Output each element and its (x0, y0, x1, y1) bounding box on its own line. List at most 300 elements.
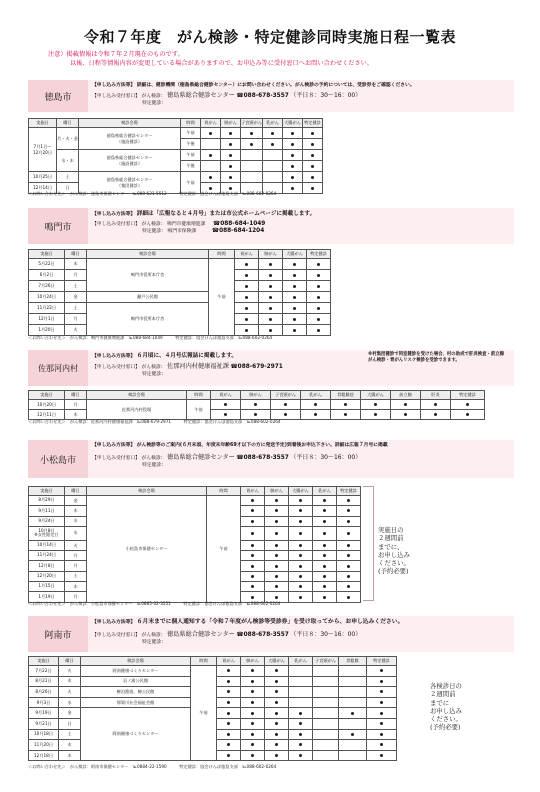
mark-cell (421, 410, 451, 420)
mark-cell (289, 666, 313, 677)
mark-dot (380, 690, 383, 693)
mark-dot (299, 499, 302, 502)
column-header: 実施日 (29, 657, 59, 666)
mark-cell (201, 172, 221, 183)
day-cell: 土 (65, 303, 87, 314)
mark-cell (289, 506, 313, 516)
mark-dot (245, 263, 248, 266)
mark-dot (317, 285, 320, 288)
mark-cell (331, 400, 361, 410)
side-note-line: 実施日の (378, 526, 404, 534)
date-cell: 7月22日 (29, 666, 59, 677)
mark-dot (227, 712, 230, 715)
venue-cell: 鳴門市役所本庁舎 (87, 303, 209, 336)
mark-cell (313, 506, 337, 516)
column-header: 実施日 (29, 487, 65, 496)
mark-dot (347, 585, 350, 588)
mark-cell (313, 496, 337, 506)
recv-hours: （平日８：30～16：00） (290, 454, 362, 461)
date-cell: 12月8日 (29, 561, 65, 571)
day-cell: 月 (65, 561, 87, 571)
mark-dot (251, 499, 254, 502)
column-header: 時間 (191, 657, 217, 666)
time-cell: 午前 (207, 496, 241, 603)
mark-dot (229, 143, 232, 146)
mark-cell (289, 496, 313, 506)
mark-cell (241, 697, 265, 708)
section-naruto (28, 208, 514, 342)
mark-dot (291, 176, 294, 179)
mark-cell (221, 172, 241, 183)
mark-dot (269, 296, 272, 299)
column-header: 大腸がん (283, 119, 303, 128)
method-label: 【申し込み方法等】 (92, 443, 136, 448)
mark-dot (269, 274, 272, 277)
mark-dot (245, 274, 248, 277)
venue-cell: 椿泊漁協、椿公民館 (81, 687, 191, 698)
column-header: 骨粗鬆 (339, 657, 367, 666)
mark-dot (299, 733, 302, 736)
mark-cell (289, 718, 313, 729)
mark-cell (289, 676, 313, 687)
mark-dot (380, 722, 383, 725)
column-header: 胃がん (241, 487, 265, 496)
side-note-line: ください。 (430, 715, 462, 724)
mark-dot (245, 296, 248, 299)
mark-cell (235, 325, 259, 336)
day-cell: 月・火・金 (57, 128, 79, 150)
mark-dot (275, 585, 278, 588)
mark-dot (380, 733, 383, 736)
mark-dot (314, 413, 317, 416)
day-cell: 日 (57, 183, 79, 194)
mark-cell (241, 740, 265, 751)
mark-dot (317, 274, 320, 277)
mark-dot (323, 499, 326, 502)
day-cell: 金 (59, 708, 81, 719)
column-header: 特定健診 (337, 487, 361, 496)
side-note-line: までに (430, 698, 450, 707)
table-row (29, 400, 485, 410)
mark-cell (339, 718, 367, 729)
mark-dot (299, 565, 302, 568)
table-row (29, 128, 323, 139)
day-cell: 水・木 (57, 150, 79, 172)
method-text: がん検診等のご案内(６月末頃、年度末年齢69才以下の方に発送予定)到着後お申込下さい。詳細は広報７月号に掲載 (136, 443, 388, 448)
mark-cell (339, 687, 367, 698)
date-cell: 9月19日 (29, 708, 59, 719)
mark-dot (323, 585, 326, 588)
mark-cell (201, 161, 221, 172)
mark-dot (229, 165, 232, 168)
mark-dot (299, 509, 302, 512)
mark-cell (367, 666, 397, 677)
mark-dot (299, 596, 302, 599)
mark-cell (265, 561, 289, 571)
mark-dot (251, 701, 254, 704)
date-cell: 9月24日 (29, 516, 65, 526)
venue-cell: 鳴門市役所本庁舎 (87, 259, 209, 292)
mark-cell (241, 561, 265, 571)
time-cell: 午後 (181, 161, 201, 172)
city-name: 鳴門市 (44, 222, 72, 233)
mark-dot (251, 585, 254, 588)
date-cell: 9月11日 (29, 506, 65, 516)
mark-cell (265, 666, 289, 677)
mark-dot (251, 509, 254, 512)
mark-dot (374, 413, 377, 416)
mark-cell (339, 708, 367, 719)
mark-cell (283, 183, 303, 194)
column-header: 時間 (209, 250, 235, 259)
mark-cell (337, 582, 361, 592)
venue-cell: 阿南健康づくりセンター (81, 708, 191, 761)
mark-dot (227, 743, 230, 746)
mark-dot (251, 596, 254, 599)
mark-cell (265, 697, 289, 708)
mark-dot (275, 499, 278, 502)
recv-tokutei: 特定健診： (142, 640, 166, 645)
time-cell: 午前 (187, 400, 211, 420)
method-line (92, 353, 237, 360)
mark-cell (241, 400, 271, 410)
recv-gan-org: 鳴門市健康増進課 (167, 222, 206, 227)
mark-dot (251, 722, 254, 725)
day-cell: 土 (59, 729, 81, 740)
mark-dot (374, 403, 377, 406)
mark-cell (241, 540, 265, 550)
column-header: 子宮頸がん (241, 119, 263, 128)
mark-dot (293, 329, 296, 332)
mark-dot (380, 754, 383, 757)
mark-cell (265, 582, 289, 592)
day-cell: 水 (65, 526, 87, 540)
day-cell: 水 (59, 697, 81, 708)
mark-dot (224, 413, 227, 416)
column-header: 肺がん (265, 487, 289, 496)
column-header: 胃がん (235, 250, 259, 259)
date-cell: 12月20日 (29, 571, 65, 581)
mark-cell (289, 592, 313, 602)
column-header: 検診会場 (79, 119, 181, 128)
mark-cell (313, 551, 337, 561)
mark-cell (289, 729, 313, 740)
mark-dot (271, 143, 274, 146)
recv-gan: がん検診： (141, 365, 166, 370)
day-cell: 土 (65, 281, 87, 292)
column-header: 特定健診 (303, 119, 323, 128)
mark-cell (241, 666, 265, 677)
day-cell: 火 (59, 687, 81, 698)
header-row (29, 487, 361, 496)
day-cell: 木 (59, 750, 81, 761)
contact-footer: ＜お問い合わせ先＞ がん検診：佐那河内村健康福祉課 ℡088-679-2971 特定健診：協会けんぽ徳島支部 ℡088-602-0264 (28, 419, 281, 424)
mark-dot (347, 509, 350, 512)
column-header: 骨粗鬆症 (331, 391, 361, 400)
mark-cell (303, 139, 323, 150)
mark-cell (271, 410, 301, 420)
mark-cell (367, 718, 397, 729)
mark-dot (291, 132, 294, 135)
date-cell: 10月25日 (29, 172, 57, 183)
mark-dot (251, 712, 254, 715)
mark-cell (289, 561, 313, 571)
mark-cell (313, 718, 339, 729)
mark-cell (339, 697, 367, 708)
time-cell: 午前 (181, 150, 201, 161)
mark-cell (221, 128, 241, 139)
mark-dot (404, 413, 407, 416)
mark-dot (251, 754, 254, 757)
mark-cell (289, 571, 313, 581)
recv-label: 【申し込み受付窓口】 (92, 222, 140, 227)
mark-dot (293, 318, 296, 321)
mark-dot (271, 132, 274, 135)
mark-cell (337, 592, 361, 602)
mark-dot (323, 520, 326, 523)
mark-cell (241, 496, 265, 506)
mark-cell (307, 281, 331, 292)
date-cell: 12月11日 (29, 410, 65, 420)
mark-cell (313, 708, 339, 719)
venue-cell: 徳島県総合健診センター （施設健診） (79, 150, 181, 172)
column-header: 曜日 (65, 250, 87, 259)
mark-cell (265, 571, 289, 581)
mark-cell (367, 676, 397, 687)
method-text: ６月末までに個人通知する「令和７年度がん検診等受診券」を受け取ってから、お申し込みください。 (136, 619, 404, 625)
city-name: 阿南市 (44, 630, 72, 641)
column-header: 実施日 (29, 391, 65, 400)
mark-cell (221, 161, 241, 172)
mark-cell (307, 259, 331, 270)
date-cell: 9月21日 (29, 718, 59, 729)
mark-dot (251, 669, 254, 672)
schedule-table (28, 656, 397, 761)
mark-dot (347, 544, 350, 547)
mark-dot (227, 669, 230, 672)
recv-label: 【申し込み受付窓口】 (92, 456, 140, 461)
column-header: 特定健診 (367, 657, 397, 666)
mark-cell (301, 410, 331, 420)
mark-cell (241, 128, 263, 139)
mark-cell (265, 687, 289, 698)
mark-dot (291, 143, 294, 146)
date-cell: 10月8日 ※女性限定日 (29, 526, 65, 540)
notice-line1: 注意）掲載情報は令和７年２月現在のものです。 (48, 51, 184, 58)
mark-dot (347, 532, 350, 535)
mark-dot (251, 520, 254, 523)
mark-cell (313, 526, 337, 540)
city-name: 徳島市 (44, 92, 72, 103)
column-header: 曜日 (59, 657, 81, 666)
method-label: 【申し込み方法等】 (92, 620, 136, 625)
mark-dot (311, 187, 314, 190)
mark-cell (339, 666, 367, 677)
mark-cell (263, 139, 283, 150)
mark-dot (317, 263, 320, 266)
mark-cell (391, 410, 421, 420)
mark-dot (251, 544, 254, 547)
mark-dot (311, 176, 314, 179)
date-cell: 12月14日 (29, 183, 57, 194)
column-header: 曜日 (65, 391, 87, 400)
recv-label: 【申し込み受付窓口】 (92, 365, 140, 370)
mark-dot (317, 318, 320, 321)
mark-cell (241, 582, 265, 592)
mark-cell (289, 516, 313, 526)
date-cell: 7月26日 (29, 281, 65, 292)
column-header: 子宮頸がん (271, 391, 301, 400)
mark-cell (301, 400, 331, 410)
recv-tokutei: 特定健診： (142, 463, 166, 468)
column-header: 乳がん (263, 119, 283, 128)
recv-org: 徳島県総合健診センター (167, 631, 235, 638)
mark-cell (303, 128, 323, 139)
mark-dot (245, 329, 248, 332)
mark-cell (241, 172, 263, 183)
side-note (430, 682, 462, 732)
mark-cell (289, 540, 313, 550)
mark-dot (323, 532, 326, 535)
mark-dot (347, 596, 350, 599)
mark-cell (303, 161, 323, 172)
recv-tokutei: 特定健診： (142, 372, 166, 377)
mark-dot (254, 413, 257, 416)
mark-dot (229, 187, 232, 190)
side-note-line: ２週間前 (378, 534, 404, 543)
mark-cell (265, 729, 289, 740)
column-header: 大腸がん (283, 250, 307, 259)
mark-cell (263, 150, 283, 161)
mark-cell (313, 676, 339, 687)
mark-cell (313, 666, 339, 677)
day-cell: 月 (65, 314, 87, 325)
mark-cell (217, 718, 241, 729)
column-header: 特定健診 (451, 391, 485, 400)
schedule-table (28, 390, 485, 420)
contact-footer: ＜お問い合わせ先＞ がん検診：鳴門市健康増進課 ℡088-684-1049 特定健診：協会けんぽ徳島支部 ℡088-602-0264 (28, 335, 273, 340)
column-header: 大腸がん (265, 657, 289, 666)
mark-cell (289, 740, 313, 751)
mark-cell (313, 561, 337, 571)
mark-dot (404, 403, 407, 406)
mark-cell (283, 161, 303, 172)
mark-dot (299, 544, 302, 547)
column-header: 肺がん (259, 250, 283, 259)
mark-dot (299, 712, 302, 715)
mark-cell (235, 303, 259, 314)
mark-cell (451, 410, 485, 420)
day-cell: 金 (65, 496, 87, 506)
side-note-line: (予約必要) (430, 723, 461, 732)
date-cell: 12月1日 (29, 314, 65, 325)
mark-dot (466, 413, 469, 416)
recv-hours: （平日８：30～16：00） (290, 631, 362, 638)
mark-cell (241, 139, 263, 150)
method-line (92, 443, 388, 449)
mark-cell (265, 676, 289, 687)
mark-dot (347, 565, 350, 568)
mark-dot (380, 701, 383, 704)
header-row (29, 657, 397, 666)
date-cell: 8月29日 (29, 496, 65, 506)
mark-cell (313, 750, 339, 761)
date-cell: 11月20日 (29, 740, 59, 751)
mark-dot (275, 544, 278, 547)
recv-org: 徳島県総合健診センター (167, 92, 235, 99)
mark-cell (331, 410, 361, 420)
date-cell: 10月20日 (29, 400, 65, 410)
day-cell: 火 (65, 325, 87, 336)
schedule-table (28, 118, 323, 194)
mark-dot (323, 544, 326, 547)
recv-org: 佐那河内村健康福祉課 (167, 363, 229, 370)
venue-cell: 那賀川社会福祉会館 (81, 697, 191, 708)
mark-dot (254, 403, 257, 406)
mark-dot (245, 307, 248, 310)
mark-dot (299, 532, 302, 535)
mark-dot (293, 285, 296, 288)
mark-cell (283, 314, 307, 325)
mark-cell (307, 292, 331, 303)
mark-dot (317, 329, 320, 332)
mark-cell (235, 314, 259, 325)
day-cell: 月 (65, 551, 87, 561)
mark-cell (367, 729, 397, 740)
mark-cell (263, 172, 283, 183)
mark-cell (211, 400, 241, 410)
mark-cell (265, 740, 289, 751)
section-sanagochi (28, 350, 514, 434)
mark-cell (289, 551, 313, 561)
mark-dot (299, 575, 302, 578)
side-note-line: 各検診日の (430, 682, 462, 690)
mark-dot (299, 722, 302, 725)
mark-cell (241, 571, 265, 581)
column-header: 曜日 (65, 487, 87, 496)
mark-dot (291, 165, 294, 168)
mark-cell (313, 697, 339, 708)
mark-dot (209, 187, 212, 190)
mark-cell (259, 292, 283, 303)
column-header: 検診会場 (87, 250, 209, 259)
recv-gan: がん検診： (141, 222, 166, 227)
mark-cell (313, 687, 339, 698)
time-cell: 午前 (191, 666, 217, 761)
method-label: 【申し込み方法等】 (92, 354, 136, 359)
mark-dot (227, 701, 230, 704)
right-note: ※村集団健診で同室健診を受けた場合、村の助成で肝炎検査・前立腺がん検診・胃がんリスク検診を受診できます。 (368, 352, 504, 363)
mark-cell (313, 582, 337, 592)
notice-line2: 以後、日程等情報内容が変更している場合がありますので、お申込み等に受付窓口へお問い合わせください。 (70, 60, 374, 67)
mark-cell (303, 150, 323, 161)
mark-cell (289, 687, 313, 698)
mark-cell (367, 740, 397, 751)
column-header: 乳がん (301, 391, 331, 400)
header-row (29, 250, 331, 259)
mark-cell (337, 571, 361, 581)
column-header: 胃がん (217, 657, 241, 666)
mark-cell (283, 259, 307, 270)
mark-dot (351, 733, 354, 736)
recv-label: 【申し込み受付窓口】 (92, 633, 140, 638)
mark-cell (283, 172, 303, 183)
mark-dot (275, 680, 278, 683)
mark-cell (283, 150, 303, 161)
mark-dot (311, 154, 314, 157)
mark-dot (275, 754, 278, 757)
mark-cell (217, 697, 241, 708)
